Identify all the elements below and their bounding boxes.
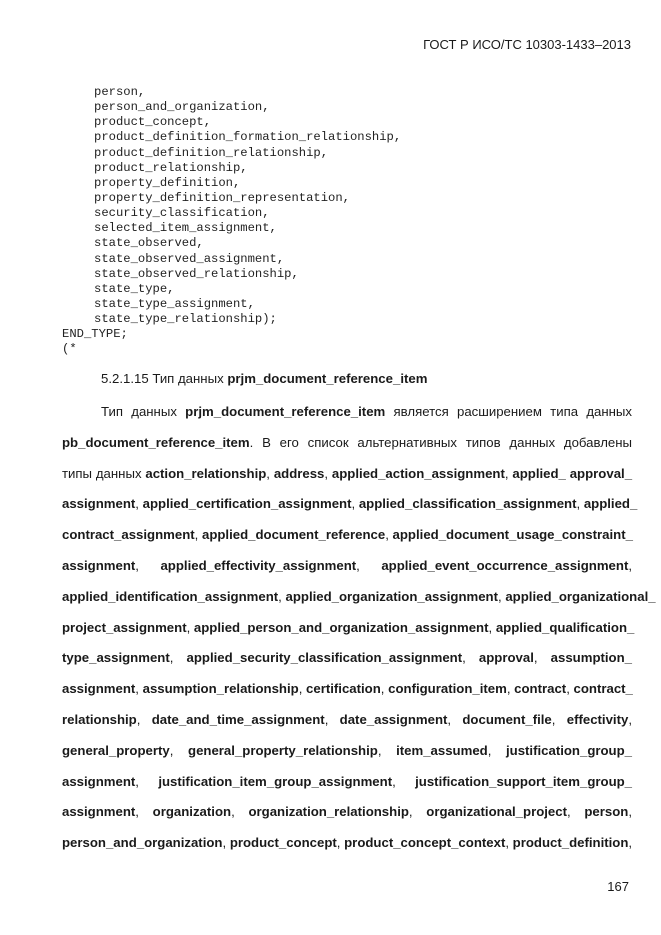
type-name: organizational_project [426, 804, 567, 820]
type-name: approval [478, 650, 534, 666]
code-comment-open: (* [62, 342, 77, 357]
paragraph-line [62, 643, 632, 674]
type-name: applied_organizational_ [505, 588, 656, 604]
type-name: address [273, 465, 325, 481]
type-name: applied_classification_assignment [358, 496, 577, 512]
type-name: contract_ [573, 681, 633, 697]
type-name: applied_organization_assignment [285, 588, 499, 604]
paragraph-line [62, 828, 632, 859]
type-name: applied_qualification_ [495, 619, 635, 635]
type-name: assignment [62, 804, 136, 820]
text-run: , [324, 465, 332, 481]
type-name: person [584, 804, 629, 820]
type-name: configuration_item [388, 681, 507, 697]
text-run: , [324, 711, 340, 727]
code-list-item: state_type_relationship); [94, 312, 277, 327]
type-name: applied_identification_assignment [62, 588, 279, 604]
code-list-item: property_definition, [94, 175, 241, 190]
text-run: , [447, 711, 463, 727]
section-heading [101, 371, 427, 386]
paragraph-line [62, 459, 632, 490]
type-name: applied_certification_assignment [142, 496, 352, 512]
text-run: , [135, 773, 159, 789]
type-name: product_concept_context [344, 835, 506, 851]
type-name: type_assignment [62, 650, 170, 666]
text-run: , [533, 650, 551, 666]
description-paragraph [62, 397, 656, 859]
paragraph-line [62, 767, 632, 798]
type-name: justification_support_item_group_ [415, 773, 633, 789]
type-name: applied_action_assignment [331, 465, 505, 481]
type-name: applied_document_reference [201, 527, 386, 543]
code-list-item: product_concept, [94, 115, 212, 130]
paragraph-line [62, 582, 656, 613]
type-name: general_property [62, 742, 170, 758]
text-run: , [504, 465, 513, 481]
text-run: , [628, 804, 633, 820]
code-list-item: state_observed_relationship, [94, 266, 299, 281]
type-name: assignment [62, 496, 136, 512]
text-run: , [487, 742, 506, 758]
text-run: , [135, 681, 143, 697]
type-name: applied_ [583, 496, 638, 512]
text-run: является расширением типа данных [385, 404, 632, 419]
code-list-item: state_type, [94, 281, 175, 296]
text-run: , [506, 681, 515, 697]
paragraph-line [62, 674, 632, 705]
code-list-item: state_observed, [94, 236, 204, 251]
section-label: Тип данных [152, 371, 224, 386]
type-name: pb_document_reference_item [62, 434, 250, 450]
page-number: 167 [607, 879, 629, 894]
text-run: , [377, 742, 397, 758]
paragraph-line [62, 397, 632, 428]
type-name: product_definition [512, 835, 629, 851]
type-name: date_assignment [339, 711, 448, 727]
type-name: assumption_ [550, 650, 632, 666]
paragraph-line [62, 551, 632, 582]
text-run: , [628, 557, 633, 573]
text-run: , [392, 773, 416, 789]
type-name: applied_effectivity_assignment [160, 557, 357, 573]
code-list-item: state_observed_assignment, [94, 251, 285, 266]
code-list-item: person, [94, 85, 146, 99]
type-name: assumption_relationship [142, 681, 299, 697]
text-run: , [266, 465, 274, 481]
code-list-item: product_definition_relationship, [94, 145, 329, 160]
paragraph-line [62, 736, 632, 767]
text-run: , [567, 804, 585, 820]
type-name: applied_event_occurrence_assignment [381, 557, 629, 573]
text-run: , [222, 835, 230, 851]
paragraph-line [62, 797, 632, 828]
text-run: , [135, 557, 161, 573]
text-run: , [576, 496, 584, 512]
type-name: effectivity [566, 711, 629, 727]
text-run: , [169, 650, 187, 666]
section-type-name: prjm_document_reference_item [227, 371, 428, 386]
text-run: , [628, 835, 633, 851]
text-run: , [385, 527, 393, 543]
type-name: project_assignment [62, 619, 187, 635]
text-run: , [566, 681, 574, 697]
type-name: date_and_time_assignment [151, 711, 325, 727]
text-run: , [278, 588, 286, 604]
code-list-item: property_definition_representation, [94, 190, 350, 205]
header-standard-number: ГОСТ Р ИСО/ТС 10303-1433–2013 [423, 37, 631, 52]
type-name: applied_security_classification_assignment [186, 650, 463, 666]
type-name: applied_document_usage_constraint_ [392, 527, 633, 543]
type-name: applied_ approval_ [512, 465, 633, 481]
paragraph-line [62, 613, 635, 644]
type-name: justification_item_group_assignment [158, 773, 393, 789]
text-run: , [408, 804, 427, 820]
text-run: Тип данных [101, 404, 186, 419]
paragraph-line [62, 428, 632, 459]
code-list-item: state_type_assignment, [94, 296, 255, 311]
text-run: , [135, 496, 143, 512]
paragraph-line [62, 489, 638, 520]
type-name: certification [306, 681, 381, 697]
text-run: , [194, 527, 202, 543]
text-run: , [488, 619, 496, 635]
type-name: contract [514, 681, 567, 697]
text-run: , [380, 681, 389, 697]
type-name: product_concept [229, 835, 337, 851]
type-name: organization [152, 804, 232, 820]
text-run: , [135, 804, 153, 820]
text-run: , [186, 619, 194, 635]
text-run: , [298, 681, 307, 697]
code-end-type: END_TYPE; [62, 327, 128, 342]
type-name: assignment [62, 773, 136, 789]
text-run: , [505, 835, 513, 851]
type-name: general_property_relationship [188, 742, 378, 758]
text-run: , [336, 835, 345, 851]
type-name: contract_assignment [62, 527, 195, 543]
paragraph-line [62, 520, 632, 551]
text-run: , [231, 804, 249, 820]
type-name: person_and_organization [62, 835, 223, 851]
text-run: типы данных [62, 465, 146, 481]
text-run: , [351, 496, 359, 512]
code-list-item: security_classification, [94, 206, 270, 221]
code-list-item: product_relationship, [94, 160, 248, 175]
type-name: justification_group_ [505, 742, 633, 758]
text-run: , [462, 650, 479, 666]
code-list-item: product_definition_formation_relationship, [94, 130, 402, 145]
express-code-block [62, 85, 401, 358]
type-name: organization_relationship [248, 804, 409, 820]
text-run: , [498, 588, 506, 604]
text-run: . В его список альтернативных типов данных добавлены [249, 434, 632, 450]
section-number: 5.2.1.15 [101, 371, 149, 386]
text-run: , [136, 711, 152, 727]
type-name: assignment [62, 557, 136, 573]
type-name: item_assumed [396, 742, 488, 758]
text-run: , [551, 711, 567, 727]
text-run: , [356, 557, 382, 573]
code-list-item: person_and_organization, [94, 100, 270, 115]
type-name: document_file [462, 711, 552, 727]
text-run: , [169, 742, 189, 758]
type-name: prjm_document_reference_item [185, 404, 386, 419]
code-list-item: selected_item_assignment, [94, 221, 277, 236]
text-run: , [628, 711, 632, 727]
type-name: applied_person_and_organization_assignment [193, 619, 489, 635]
type-name: action_relationship [145, 465, 267, 481]
type-name: relationship [62, 711, 137, 727]
type-name: assignment [62, 681, 136, 697]
paragraph-line [62, 705, 632, 736]
